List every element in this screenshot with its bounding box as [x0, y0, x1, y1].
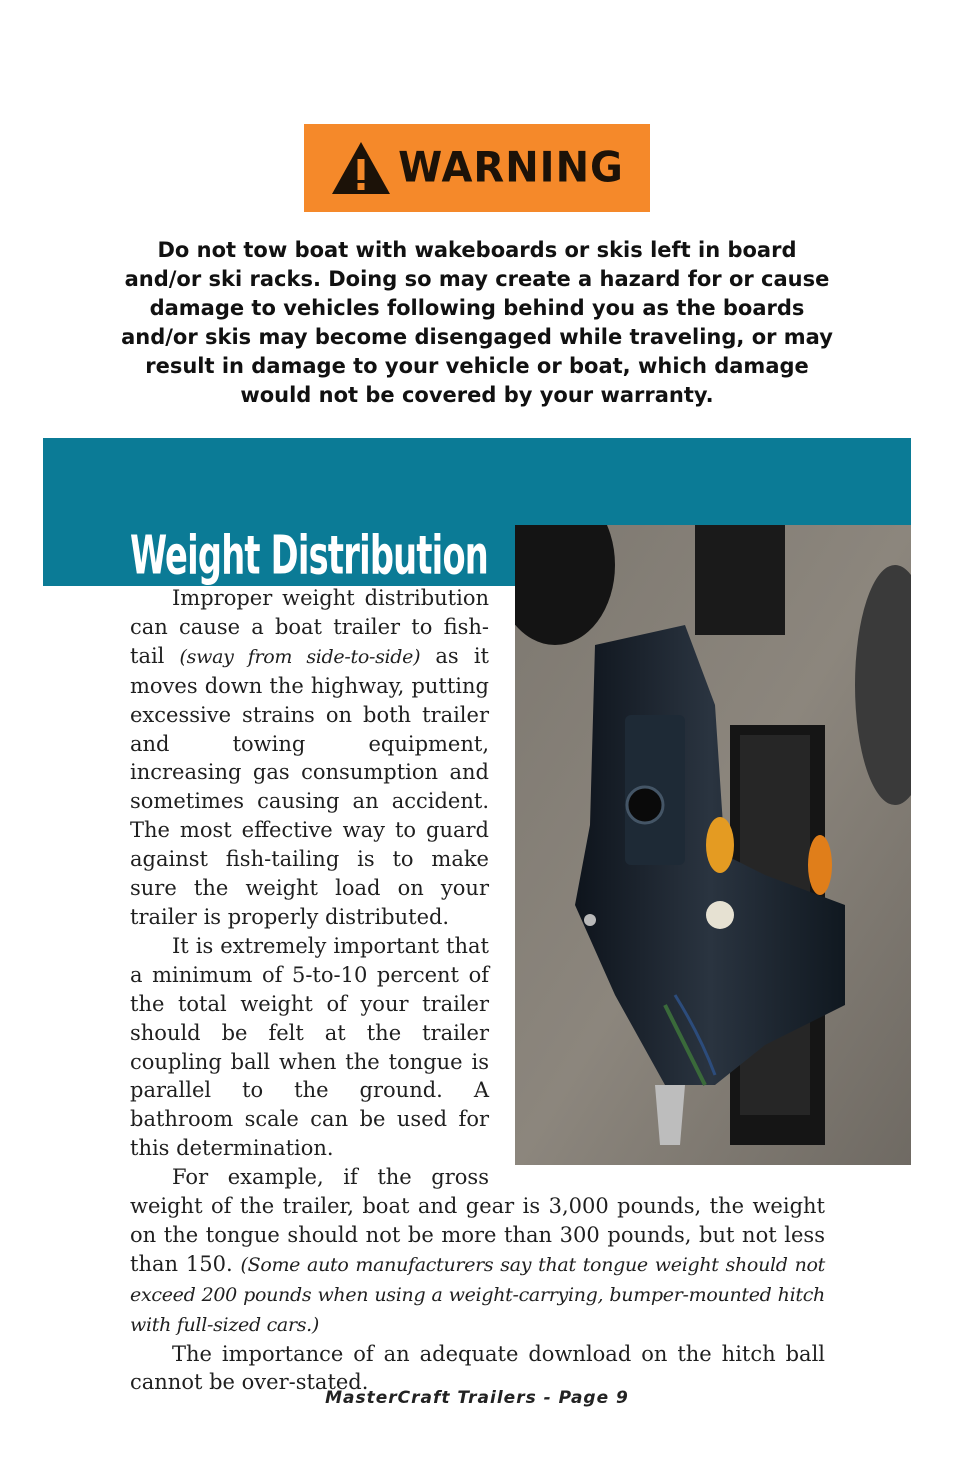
paragraph-3: For example, if the gross weight of the trailer, boat and gear is 3,000 pounds, the weight on the tongue should not be more than 300 pounds, but not less than 150. (Some auto manufacturers say that tongue weight should not exceed 200 pounds when using a weight-carrying, bumper-mounted hitch with full-sized cars.)	[130, 1165, 825, 1336]
page-footer: MasterCraft Trailers - Page 9	[325, 1388, 629, 1408]
paragraph-4: The importance of an adequate download on the hitch ball cannot be over-stated.	[130, 1341, 825, 1395]
warning-triangle-icon	[330, 139, 392, 197]
warning-word: WARNING	[398, 143, 624, 193]
paragraph-2: It is extremely important that a minimum of 5-to-10 percent of the total weight of your trailer should be felt at the trailer coupling ball when the tongue is parallel to the ground. A bathroom scale can be used for this determination.	[130, 933, 489, 1161]
paragraph-1: Improper weight distribution can cause a boat trailer to fish-tail (sway from side-to-side) as it moves down the highway, putting excessive strains on both trailer and towing equipment, increasing gas consumption and sometimes causing an accident. The most effective way to guard against fish-tailing is to make sure the weight load on your trailer is properly distributed.	[130, 586, 489, 929]
photo-wrap-spacer	[489, 584, 825, 1164]
section-title: Weight Distribution	[130, 524, 489, 587]
warning-text: Do not tow boat with wakeboards or skis left in board and/or ski racks. Doing so may create a hazard for or cause damage to vehicles following behind you as the boards and/or skis may become disengaged while traveling, or may result in damage to your vehicle or boat, which damage would not be covered by your warranty.	[121, 238, 833, 407]
warning-label	[304, 124, 650, 212]
body-text	[130, 584, 825, 1397]
